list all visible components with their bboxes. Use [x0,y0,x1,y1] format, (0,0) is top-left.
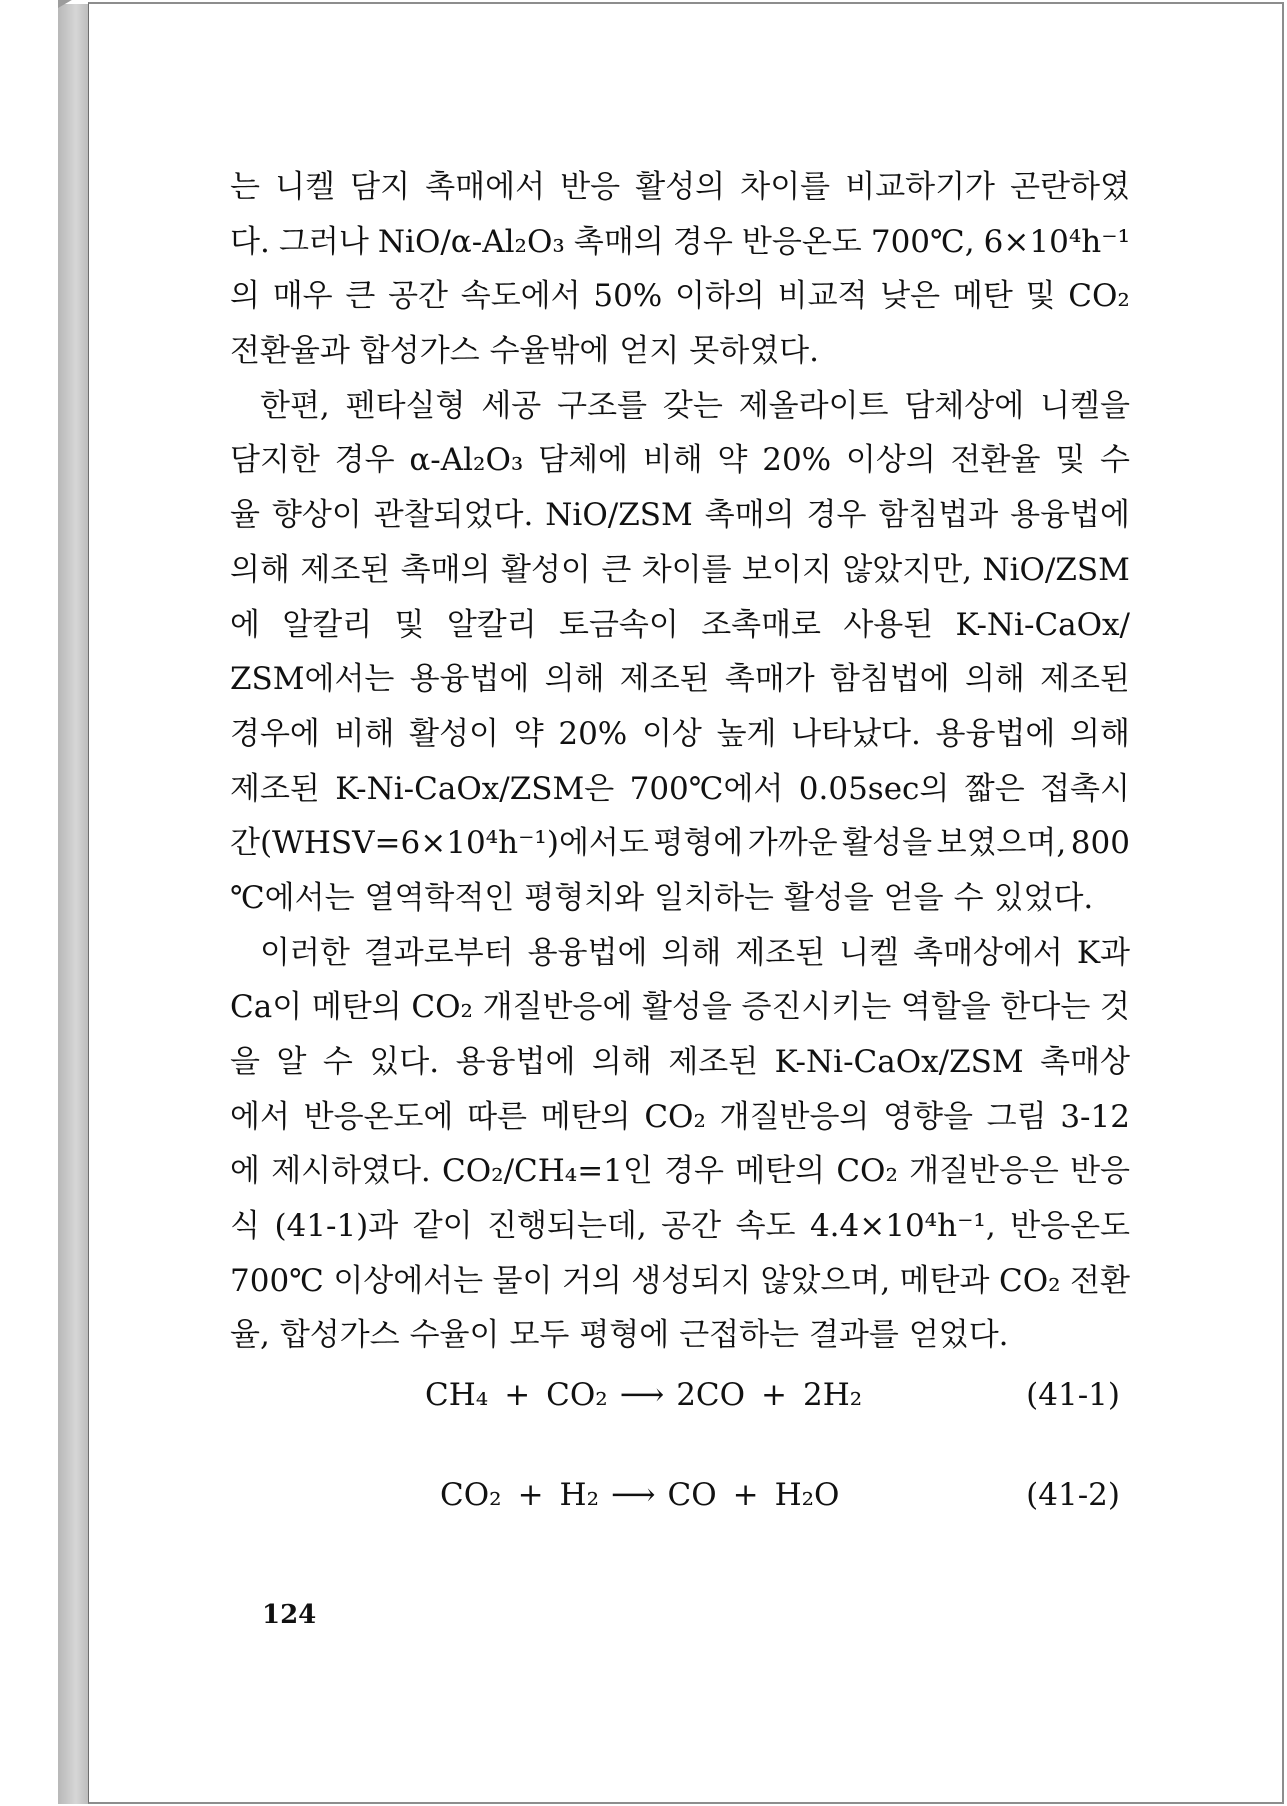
text-word: NiO/ZSM [982,551,1130,588]
text-word: 큰 [601,551,632,588]
text-word: 전환율 [950,442,1041,479]
text-word: CO₂ [644,1098,706,1135]
text-word: 및 [394,606,425,643]
text-word: 이상의 [845,442,936,479]
text-word: 알 [276,1044,307,1080]
text-word: 함침법에 [829,661,950,698]
text-word: 그러나 [278,223,369,260]
text-word: 반응온도 [1010,1208,1130,1245]
text-word: 합성가스 [279,1317,400,1354]
text-word: (41-1)과 [274,1208,399,1245]
text-word: 니켈 [839,934,900,971]
text-line [230,762,1130,817]
text-word: 제조된 [619,661,710,698]
text-word: 반응온도에 [303,1098,454,1135]
equation-term: CO₂ [440,1477,502,1513]
text-word: 이하의 [675,278,765,315]
text-word: 의해 [544,661,605,698]
text-word: 결과로부터 [363,934,514,971]
text-word: 메탄과 [899,1262,990,1299]
text-word: 용융법에 [1010,497,1130,534]
text-word: 반응 [560,169,621,205]
equation-term: H₂O [774,1477,840,1513]
text-word: 는 [230,169,260,205]
text-word: 접촉시 [1040,770,1130,807]
text-word: 의 [230,278,260,315]
text-word: 수율이 [409,1317,500,1354]
text-word: 있다. [369,1044,440,1080]
equation-row [420,1345,1120,1445]
text-line [230,816,1130,871]
text-word: 의해 [661,934,722,971]
text-word: 공간 [388,278,449,315]
equation-block [420,1345,1120,1545]
text-word: 식 [230,1208,260,1245]
text-word: 활성을 [641,989,732,1026]
text-word: NiO/ZSM [545,497,693,534]
text-line [230,1199,1130,1254]
text-word: 얻지 [619,333,680,370]
text-word: CO₂ [998,1262,1061,1299]
text-word: 촉매가 [724,661,815,698]
text-word: 비교적 [777,278,868,315]
text-word: 및 [1025,278,1056,315]
text-word: 율 [230,497,260,534]
text-word: 메탄의 [311,989,402,1026]
text-word: 용융법에 [527,934,648,971]
text-word: Ca이 [230,989,303,1026]
reaction-arrow-icon: ⟶ [619,1377,665,1413]
text-word: 함침법과 [878,497,999,534]
text-word: 제조된 [230,770,320,807]
text-word: 경우에 [230,715,320,752]
text-word: 개질반응에 [482,989,633,1026]
text-word: 제조된 [300,551,391,588]
text-word: ZSM에서는 [230,661,395,698]
text-line [230,215,1130,270]
text-word: 같이 [412,1208,473,1245]
text-word: 메탄 [952,278,1013,315]
text-word: 이러한 [260,934,350,971]
text-word: 차이를 [641,551,732,588]
text-word: 활성을 [783,879,874,916]
text-word: 따른 [467,1098,528,1135]
text-word: 촉매상에서 [913,934,1063,971]
text-word: 알칼리 [282,606,373,643]
text-word: 사용된 [843,606,934,643]
text-word: 평형에 [579,1317,670,1354]
text-word: 모두 [509,1317,570,1354]
text-word: 니켈 [275,169,336,205]
text-word: 약 [717,442,748,479]
text-word: 속도에서 [460,278,581,315]
text-line [230,871,1130,926]
text-word: 및 [1055,442,1086,479]
equation-number: (41-1) [1026,1377,1120,1413]
text-word: 의해 [230,551,290,588]
text-word: 경우 [664,1153,724,1190]
text-word: 율, [230,1317,270,1354]
text-word: 얻었다. [908,1317,1009,1354]
text-word: 의해 [591,1044,652,1080]
text-word: 열역학적인 [364,879,515,916]
text-word: 곤란하였 [1010,169,1130,205]
text-word: 700℃에서 [629,770,784,807]
text-word: 활성의 [635,169,726,205]
text-word: 3-12 [1060,1098,1130,1135]
text-word: 한편, [260,387,330,424]
text-word: K-Ni-CaOx/ZSM [774,1044,1024,1080]
text-word: 수율밖에 [489,333,610,370]
text-word: 그림 [986,1098,1047,1135]
text-word: 촉매의 [704,497,795,534]
text-word: CO₂ [1068,278,1130,315]
text-word: 에서 [230,1098,290,1135]
text-word: 촉매상 [1040,1044,1130,1080]
equation-term: CO₂ [546,1377,608,1413]
text-word: CO₂ [836,1153,898,1190]
equation-plus: + [761,1377,788,1413]
text-word: 못하였다. [689,333,819,370]
text-word: 않았으며, [760,1262,891,1299]
text-word: K-Ni-CaOx/ZSM은 [335,770,615,807]
text-word: 큰 [345,278,376,315]
text-word: 보였으며, [936,825,1067,862]
equation-number: (41-2) [1026,1477,1120,1513]
text-word: 제시하였다. [271,1153,431,1190]
text-word: 담체상에 [904,387,1025,424]
text-word: 공간 [661,1208,722,1245]
equation-plus: + [517,1477,544,1513]
text-word: 구조를 [557,387,648,424]
text-line [230,1090,1130,1145]
text-word: 수 [1099,442,1130,479]
equation-term: 2CO [676,1377,746,1413]
text-word: 합성가스 [359,333,480,370]
text-word: 진행되는데, [487,1208,647,1245]
text-word: 에 [230,606,260,643]
text-word: 촉매에서 [425,169,546,205]
text-word: 전환율과 [230,333,350,370]
text-word: CO₂ [411,989,473,1026]
text-line [230,379,1130,434]
text-word: 얻을 [883,879,944,916]
text-word: 개질반응은 [909,1153,1059,1190]
book-spine [58,4,89,1804]
text-word: 활성이 [409,715,499,752]
text-word: 을 [230,1044,260,1080]
text-word: 반응 [1070,1153,1130,1190]
text-word: 제올라이트 [738,387,889,424]
text-word: 이상에서는 [333,1262,484,1299]
text-line [230,160,1130,215]
text-line [230,269,1130,324]
text-word: α-Al₂O₃ [409,442,524,479]
text-word: 경우 [806,497,867,534]
text-word: 용융법에 [409,661,530,698]
text-word: 속도 [735,1208,796,1245]
text-word: 알칼리 [446,606,537,643]
text-word: 평형치와 [524,879,645,916]
equation-row [420,1445,1120,1545]
text-word: 향상이 [271,497,362,534]
text-line [230,324,1130,379]
text-word: 이상 [641,715,702,752]
text-word: 20% [762,442,832,479]
text-word: 비교하기가 [845,169,995,205]
text-word: 낮은 [880,278,941,315]
text-word: 것 [1099,989,1130,1026]
text-word: 가까운 [747,825,838,862]
text-word: K-Ni-CaOx/ [955,606,1130,643]
text-word: 4.4×10⁴h⁻¹, [809,1208,996,1245]
text-line [230,433,1130,488]
text-word: 700℃, [870,223,975,260]
text-word: 제조된 [668,1044,759,1080]
text-word: 다. [230,223,270,260]
text-word: 경우 [672,223,733,260]
text-line [230,543,1130,598]
equation-term: CO [667,1477,717,1513]
text-word: 간(WHSV=6×10⁴h⁻¹)에서도 [230,825,649,862]
text-word: CO₂/CH₄=1인 [442,1153,653,1190]
text-word: 거의 [561,1262,622,1299]
equation-term: CH₄ [425,1377,489,1413]
text-line [230,1254,1130,1309]
text-word: 용융법에 [455,1044,576,1080]
text-line [230,652,1130,707]
equation-body [425,1377,862,1413]
page-number: 124 [262,1600,317,1630]
text-word: 생성되지 [631,1262,752,1299]
text-word: 비해 [334,715,395,752]
text-word: 6×10⁴h⁻¹ [983,223,1130,260]
text-word: 약 [513,715,544,752]
text-word: 전환 [1070,1262,1130,1299]
text-word: 활성이 [501,551,591,588]
text-word: NiO/α-Al₂O₃ [377,223,565,260]
text-word: 일치하는 [654,879,774,916]
text-word: 담체에 [538,442,628,479]
text-word: 토금속이 [559,606,679,643]
text-word: 있었다. [993,879,1094,916]
text-word: 의해 [1070,715,1130,752]
text-word: 않았지만, [842,551,972,588]
text-word: 700℃ [230,1262,324,1299]
text-word: 증진시키는 [741,989,892,1026]
text-word: 메탄의 [540,1098,631,1135]
text-word: 갖는 [662,387,723,424]
text-word: 메탄의 [735,1153,826,1190]
text-word: 제조된 [1040,661,1130,698]
reaction-arrow-icon: ⟶ [611,1477,656,1513]
text-line [230,488,1130,543]
text-word: 세공 [481,387,542,424]
text-word: 반응온도 [741,223,862,260]
text-word: 0.05sec의 [798,770,950,807]
text-word: 50% [593,278,663,315]
text-word: 결과를 [809,1317,899,1354]
text-word: 보이지 [742,551,832,588]
equation-body [440,1477,839,1513]
text-line [230,707,1130,762]
text-word: 800 [1070,825,1130,862]
text-word: 의해 [964,661,1025,698]
text-word: 한다는 [1000,989,1091,1026]
text-word: K과 [1076,934,1130,971]
equation-plus: + [504,1377,531,1413]
text-word: 펜타실형 [345,387,466,424]
text-word: 비해 [642,442,703,479]
text-word: 영향을 [883,1098,973,1135]
text-word: 나타났다. [791,715,921,752]
text-word: 조촉매로 [701,606,821,643]
text-word: 용융법에 [935,715,1056,752]
equation-term: H₂ [559,1477,600,1513]
text-line [230,1035,1130,1090]
text-word: 촉매의 [573,223,664,260]
text-word: 담지 [350,169,411,205]
equation-plus: + [732,1477,759,1513]
text-word: 촉매의 [400,551,491,588]
text-word: 매우 [272,278,333,315]
body-text [230,160,1130,1363]
text-word: 차이를 [740,169,831,205]
text-word: 담지한 [230,442,320,479]
text-word: 니켈을 [1040,387,1130,424]
text-word: 개질반응의 [719,1098,870,1135]
text-word: 높게 [716,715,777,752]
equation-term: 2H₂ [803,1377,863,1413]
text-line [230,980,1130,1035]
text-word: 평형에 [653,825,744,862]
text-line [230,926,1130,981]
text-word: ℃에서는 [230,879,355,916]
text-word: 수 [322,1044,353,1080]
text-word: 에 [230,1153,260,1190]
text-line [230,598,1130,653]
text-word: 제조된 [735,934,826,971]
text-word: 관찰되었다. [373,497,534,534]
text-line [230,1144,1130,1199]
text-word: 역할을 [900,989,991,1026]
text-word: 수 [953,879,984,916]
text-word: 경우 [334,442,395,479]
text-word: 근접하는 [679,1317,799,1354]
text-word: 짧은 [964,770,1025,807]
text-word: 20% [558,715,628,752]
text-word: 활성을 [842,825,933,862]
text-word: 물이 [492,1262,553,1299]
